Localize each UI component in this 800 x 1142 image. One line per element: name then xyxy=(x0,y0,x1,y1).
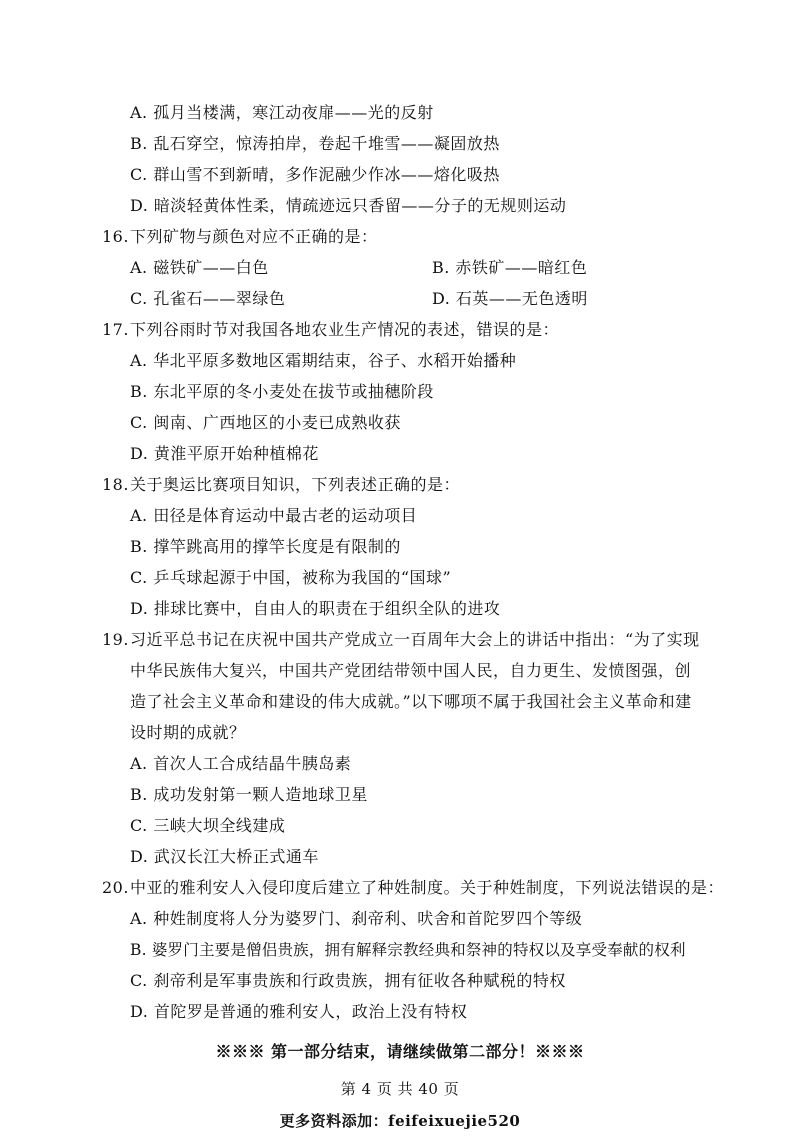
section-end-banner: ※※※ 第一部分结束，请继续做第二部分！※※※ xyxy=(215,1042,585,1061)
q20-option-b: B. 婆罗门主要是僧侣贵族，拥有解释宗教经典和祭神的特权以及享受奉献的权利 xyxy=(130,941,686,959)
q17-option-c: C. 闽南、广西地区的小麦已成熟收获 xyxy=(130,413,401,432)
q20-stem: 中亚的雅利安人入侵印度后建立了种姓制度。关于种姓制度，下列说法错误的是： xyxy=(130,878,725,897)
q19-stem-line-2: 中华民族伟大复兴，中国共产党团结带领中国人民，自力更生、发愤图强，创 xyxy=(130,661,692,680)
q17-option-a: A. 华北平原多数地区霜期结束，谷子、水稻开始播种 xyxy=(130,351,517,370)
q19-option-a: A. 首次人工合成结晶牛胰岛素 xyxy=(130,754,352,773)
q18-option-a: A. 田径是体育运动中最古老的运动项目 xyxy=(130,506,418,525)
q16-stem: 下列矿物与颜色对应不正确的是： xyxy=(130,227,378,246)
q19-stem-line-4: 设时期的成就？ xyxy=(130,723,246,742)
contact-note: 更多资料添加：feifeixuejie520 xyxy=(279,1112,521,1130)
q19-stem-line-1: 习近平总书记在庆祝中国共产党成立一百周年大会上的讲话中指出：“为了实现 xyxy=(130,630,700,649)
page-number: 第 4 页 共 40 页 xyxy=(340,1080,460,1098)
q20-option-d: D. 首陀罗是普通的雅利安人，政治上没有特权 xyxy=(130,1002,468,1021)
q19-number: 19. xyxy=(102,630,129,649)
q17-option-d: D. 黄淮平原开始种植棉花 xyxy=(130,444,319,463)
q20-option-a: A. 种姓制度将人分为婆罗门、刹帝利、吠舍和首陀罗四个等级 xyxy=(130,909,583,928)
q20-number: 20. xyxy=(102,878,129,897)
q15-option-d: D. 暗淡轻黄体性柔，情疏迹远只香留——分子的无规则运动 xyxy=(130,196,567,215)
q18-option-d: D. 排球比赛中，自由人的职责在于组织全队的进攻 xyxy=(130,599,501,618)
q15-option-c: C. 群山雪不到新晴，多作泥融少作冰——熔化吸热 xyxy=(130,165,500,184)
q15-option-b: B. 乱石穿空，惊涛拍岸，卷起千堆雪——凝固放热 xyxy=(130,134,500,153)
q18-number: 18. xyxy=(102,475,129,494)
q18-option-c: C. 乒乓球起源于中国，被称为我国的“国球” xyxy=(130,568,452,587)
q18-stem: 关于奥运比赛项目知识，下列表述正确的是： xyxy=(130,475,461,494)
q16-option-a: A. 磁铁矿——白色 xyxy=(130,258,269,277)
q17-option-b: B. 东北平原的冬小麦处在拔节或抽穗阶段 xyxy=(130,382,434,401)
q15-option-a: A. 孤月当楼满，寒江动夜扉——光的反射 xyxy=(130,103,434,122)
q19-stem-line-3: 造了社会主义革命和建设的伟大成就。”以下哪项不属于我国社会主义革命和建 xyxy=(130,692,692,711)
q17-number: 17. xyxy=(102,320,129,339)
q20-option-c: C. 刹帝利是军事贵族和行政贵族，拥有征收各种赋税的特权 xyxy=(130,971,566,990)
q18-option-b: B. 撑竿跳高用的撑竿长度是有限制的 xyxy=(130,537,401,556)
q16-option-c: C. 孔雀石——翠绿色 xyxy=(130,289,286,308)
q16-option-d: D. 石英——无色透明 xyxy=(432,289,588,308)
q17-stem: 下列谷雨时节对我国各地农业生产情况的表述，错误的是： xyxy=(130,320,560,339)
q19-option-d: D. 武汉长江大桥正式通车 xyxy=(130,847,319,866)
q16-option-b: B. 赤铁矿——暗红色 xyxy=(432,258,588,277)
q16-number: 16. xyxy=(102,227,129,246)
q19-option-b: B. 成功发射第一颗人造地球卫星 xyxy=(130,785,368,804)
q19-option-c: C. 三峡大坝全线建成 xyxy=(130,816,286,835)
